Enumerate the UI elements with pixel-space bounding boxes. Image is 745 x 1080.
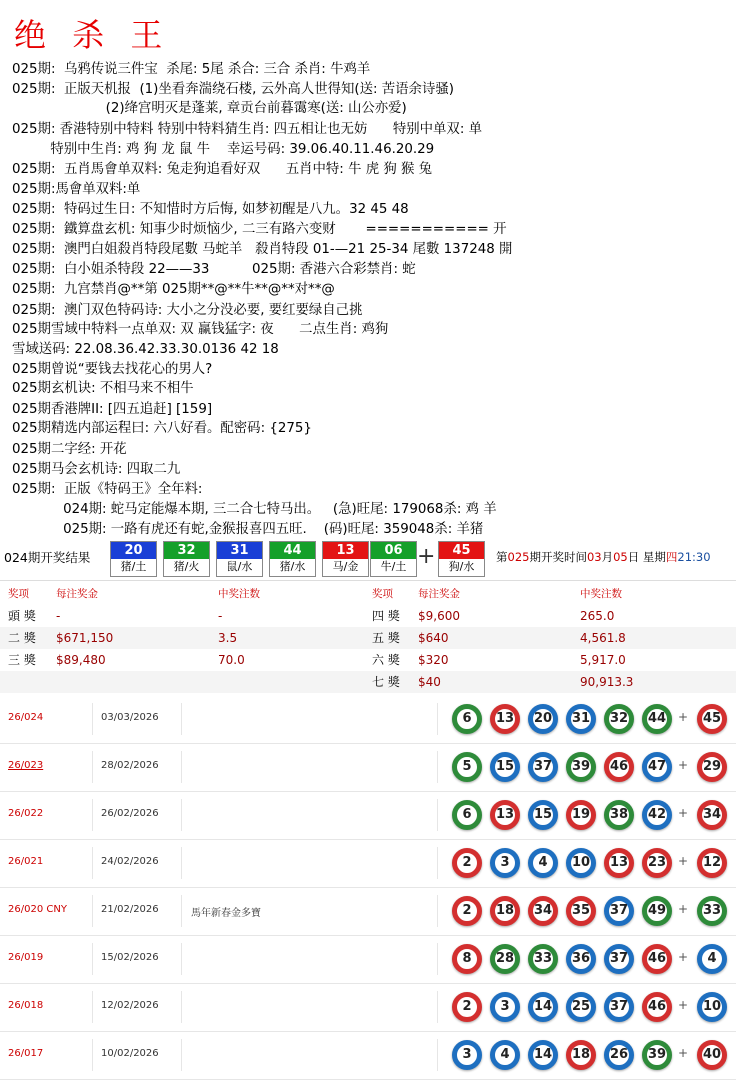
- column-divider: [437, 703, 438, 735]
- history-ball: 5: [452, 752, 482, 782]
- prize-amount: $320: [418, 653, 449, 667]
- history-ball: 44: [642, 704, 672, 734]
- history-ball: 2: [452, 992, 482, 1022]
- history-row: [0, 935, 736, 984]
- history-ball: 18: [566, 1040, 596, 1070]
- plus-sign: +: [678, 806, 689, 820]
- prize-header-cell: 奖项: [372, 588, 393, 600]
- history-row: [0, 887, 736, 936]
- history-ball: 34: [528, 896, 558, 926]
- column-divider: [181, 895, 182, 927]
- history-special-ball: 29: [697, 752, 727, 782]
- column-divider: [181, 943, 182, 975]
- column-divider: [92, 751, 93, 783]
- history-ball: 15: [490, 752, 520, 782]
- result-ball: [370, 541, 417, 577]
- history-special-ball: 34: [697, 800, 727, 830]
- page-title: 绝 杀 王: [14, 16, 171, 54]
- prize-header-cell: 中奖注数: [580, 588, 622, 600]
- history-ball: 46: [604, 752, 634, 782]
- prediction-line: 025期: 香港特别中特料 特别中特料猜生肖: 四五相让也无妨 特别中单双: 单: [12, 122, 482, 137]
- column-divider: [92, 847, 93, 879]
- draw-date: 03/03/2026: [101, 712, 159, 723]
- history-special-ball: 4: [697, 944, 727, 974]
- prize-row: [0, 671, 736, 693]
- column-divider: [92, 1039, 93, 1071]
- draw-id: 26/020 CNY: [8, 904, 67, 915]
- prediction-line: 025期曾说“要钱去找花心的男人?: [12, 362, 213, 377]
- draw-date: 21/02/2026: [101, 904, 159, 915]
- result-ball: [322, 541, 369, 577]
- history-row: [0, 983, 736, 1032]
- draw-id: 26/019: [8, 952, 44, 963]
- prize-amount: $9,600: [418, 609, 460, 623]
- prize-header-row: [0, 583, 736, 605]
- column-divider: [437, 991, 438, 1023]
- prediction-line: 特别中生肖: 鸡 狗 龙 鼠 牛 幸运号码: 39.06.40.11.46.20.29: [12, 142, 435, 157]
- result-ball-number: 20: [111, 542, 156, 559]
- plus-sign: +: [678, 950, 689, 964]
- draw-date: 28/02/2026: [101, 760, 159, 771]
- prize-name: 四 獎: [372, 609, 400, 623]
- history-ball: 6: [452, 704, 482, 734]
- last-result-bar: [0, 536, 745, 576]
- prediction-line: 雪域送码: 22.08.36.42.33.30.0136 42 18: [12, 342, 279, 357]
- history-ball: 3: [490, 992, 520, 1022]
- prediction-line: 025期: 正版《特码王》全年料:: [12, 482, 203, 497]
- history-ball: 4: [490, 1040, 520, 1070]
- history-ball: 31: [566, 704, 596, 734]
- last-result-label: 024期开奖结果: [4, 550, 91, 565]
- history-ball: 38: [604, 800, 634, 830]
- result-ball-number: 06: [371, 542, 416, 559]
- result-ball: [269, 541, 316, 577]
- prize-header-cell: 中奖注数: [218, 588, 260, 600]
- history-ball: 37: [604, 896, 634, 926]
- column-divider: [437, 847, 438, 879]
- prize-count: -: [218, 609, 223, 623]
- history-special-ball: 10: [697, 992, 727, 1022]
- history-ball: 13: [604, 848, 634, 878]
- history-ball: 33: [528, 944, 558, 974]
- prediction-line: 025期雪域中特料一点单双: 双 赢钱猛字: 夜 二点生肖: 鸡狗: [12, 322, 389, 337]
- result-ball-zodiac: 猪/水: [279, 560, 306, 573]
- prediction-line: 025期: 正版天机报 (1)坐看奔湍绕石楼, 云外高人世得知(送: 苦语余诗骚): [12, 82, 454, 97]
- column-divider: [437, 1039, 438, 1071]
- prize-header-cell: 奖项: [8, 588, 29, 600]
- prize-header-cell: 每注奖金: [56, 588, 98, 600]
- prize-name: 五 獎: [372, 631, 400, 645]
- column-divider: [437, 895, 438, 927]
- plus-sign: +: [678, 854, 689, 868]
- prize-name: 三 獎: [8, 653, 36, 667]
- draw-date: 10/02/2026: [101, 1048, 159, 1059]
- history-ball: 46: [642, 944, 672, 974]
- prize-table: [0, 580, 736, 689]
- history-ball: 23: [642, 848, 672, 878]
- history-ball: 13: [490, 704, 520, 734]
- history-ball: 4: [528, 848, 558, 878]
- column-divider: [92, 895, 93, 927]
- result-ball: [163, 541, 210, 577]
- prize-amount: $40: [418, 675, 441, 689]
- history-ball: 2: [452, 848, 482, 878]
- history-ball: 20: [528, 704, 558, 734]
- history-ball: 26: [604, 1040, 634, 1070]
- result-ball-number: 31: [217, 542, 262, 559]
- history-row: [0, 743, 736, 792]
- history-ball: 28: [490, 944, 520, 974]
- history-ball: 8: [452, 944, 482, 974]
- history-ball: 10: [566, 848, 596, 878]
- result-ball-zodiac: 猪/土: [120, 560, 147, 573]
- result-ball-zodiac: 马/金: [332, 560, 359, 573]
- column-divider: [92, 991, 93, 1023]
- history-row: [0, 1031, 736, 1080]
- prize-count: 265.0: [580, 609, 615, 623]
- result-ball-number: 44: [270, 542, 315, 559]
- prediction-line: 025期香港牌II: [四五追赶] [159]: [12, 402, 213, 417]
- prize-name: 頭 獎: [8, 609, 36, 623]
- column-divider: [92, 943, 93, 975]
- prediction-line: 025期精选内部运程曰: 六八好看。配密码: {275}: [12, 421, 312, 436]
- history-ball: 42: [642, 800, 672, 830]
- prediction-line: 025期: 白小姐杀特段 22——33 025期: 香港六合彩禁肖: 蛇: [12, 262, 416, 277]
- prize-header-cell: 每注奖金: [418, 588, 460, 600]
- next-draw-info: 第025期开奖时间03月05日 星期四21:30: [496, 550, 711, 564]
- plus-sign: +: [678, 998, 689, 1012]
- prize-row: [0, 605, 736, 627]
- history-ball: 6: [452, 800, 482, 830]
- history-special-ball: 12: [697, 848, 727, 878]
- plus-sign: +: [678, 710, 689, 724]
- special-ball-zodiac: 狗/水: [448, 560, 475, 573]
- history-ball: 37: [604, 944, 634, 974]
- plus-sign: +: [678, 1046, 689, 1060]
- history-special-ball: 45: [697, 704, 727, 734]
- result-ball: [216, 541, 263, 577]
- prediction-line: 025期: 九宫禁肖@**第 025期**@**牛**@**对**@: [12, 282, 335, 297]
- column-divider: [181, 1039, 182, 1071]
- history-ball: 15: [528, 800, 558, 830]
- history-ball: 49: [642, 896, 672, 926]
- history-ball: 3: [490, 848, 520, 878]
- prize-row: [0, 627, 736, 649]
- prize-amount: $89,480: [56, 653, 106, 667]
- history-ball: 14: [528, 1040, 558, 1070]
- history-ball: 37: [604, 992, 634, 1022]
- history-ball: 47: [642, 752, 672, 782]
- history-ball: 2: [452, 896, 482, 926]
- draw-date: 26/02/2026: [101, 808, 159, 819]
- prize-count: 90,913.3: [580, 675, 634, 689]
- draw-id: 26/017: [8, 1048, 44, 1059]
- history-ball: 25: [566, 992, 596, 1022]
- result-ball-number: 32: [164, 542, 209, 559]
- history-ball: 3: [452, 1040, 482, 1070]
- history-ball: 39: [642, 1040, 672, 1070]
- draw-id: 26/022: [8, 808, 44, 819]
- history-ball: 39: [566, 752, 596, 782]
- draw-id: 26/024: [8, 712, 44, 723]
- prize-count: 70.0: [218, 653, 245, 667]
- prediction-line: 025期: 鐵算盘玄机: 知事少时烦恼少, 二三有路六变财 =========== 开: [12, 222, 507, 237]
- prediction-line: 025期: 澳門白姐殺肖特段尾數 马蛇羊 殺肖特段 01-—21 25-34 尾數 137248 開: [12, 242, 513, 257]
- prize-count: 3.5: [218, 631, 238, 645]
- prediction-line: 025期: 乌鸦传说三件宝 杀尾: 5尾 杀合: 三合 杀肖: 牛鸡羊: [12, 62, 371, 77]
- history-ball: 37: [528, 752, 558, 782]
- column-divider: [437, 943, 438, 975]
- history-ball: 14: [528, 992, 558, 1022]
- column-divider: [181, 751, 182, 783]
- prediction-line: 025期马会玄机诗: 四取二九: [12, 462, 181, 477]
- draw-note: 馬年新春金多寶: [191, 908, 261, 919]
- prize-name: 二 獎: [8, 631, 36, 645]
- prediction-line: 025期: 一路有虎还有蛇,金猴报喜四五旺. (码)旺尾: 359048杀: 羊猪: [12, 522, 484, 537]
- plus-sign: +: [417, 544, 436, 569]
- prediction-line: 025期: 特码过生日: 不知惜时方后悔, 如梦初醒是八九。32 45 48: [12, 202, 409, 217]
- history-ball: 19: [566, 800, 596, 830]
- prediction-line: 025期: 澳门双色特码诗: 大小之分没必要, 要红要绿自己挑: [12, 303, 363, 318]
- prediction-line: 025期:馬會单双料:单: [12, 182, 141, 197]
- column-divider: [181, 799, 182, 831]
- prize-count: 4,561.8: [580, 631, 626, 645]
- prize-name: 七 獎: [372, 675, 400, 689]
- column-divider: [181, 847, 182, 879]
- draw-id: 26/021: [8, 856, 44, 867]
- draw-id[interactable]: 26/023: [8, 760, 44, 771]
- prize-row: [0, 649, 736, 671]
- history-ball: 46: [642, 992, 672, 1022]
- column-divider: [437, 799, 438, 831]
- prediction-line: 025期: 五肖馬會单双料: 兔走狗追看好双 五肖中特: 牛 虎 狗 猴 兔: [12, 162, 433, 177]
- history-special-ball: 40: [697, 1040, 727, 1070]
- draw-date: 12/02/2026: [101, 1000, 159, 1011]
- prediction-line: (2)绛宫明灭是蓬莱, 章贡台前暮霭寒(送: 山公亦爱): [12, 101, 407, 116]
- prize-name: 六 獎: [372, 653, 400, 667]
- prize-amount: $640: [418, 631, 449, 645]
- column-divider: [437, 751, 438, 783]
- prize-amount: -: [56, 609, 61, 623]
- result-ball: [110, 541, 157, 577]
- history-ball: 36: [566, 944, 596, 974]
- special-ball-number: 45: [439, 542, 484, 559]
- prize-amount: $671,150: [56, 631, 114, 645]
- prediction-line: 024期: 蛇马定能爆本期, 三二合七特马出。 (急)旺尾: 179068杀: 鸡 羊: [12, 502, 497, 517]
- column-divider: [181, 703, 182, 735]
- history-ball: 18: [490, 896, 520, 926]
- column-divider: [92, 799, 93, 831]
- plus-sign: +: [678, 758, 689, 772]
- plus-sign: +: [678, 902, 689, 916]
- history-ball: 32: [604, 704, 634, 734]
- result-ball-zodiac: 猪/火: [173, 560, 200, 573]
- column-divider: [92, 703, 93, 735]
- history-ball: 35: [566, 896, 596, 926]
- draw-date: 24/02/2026: [101, 856, 159, 867]
- prediction-line: 025期玄机诀: 不相马来不相牛: [12, 381, 194, 396]
- prediction-line: 025期二字经: 开花: [12, 442, 127, 457]
- history-row: [0, 791, 736, 840]
- history-special-ball: 33: [697, 896, 727, 926]
- prize-count: 5,917.0: [580, 653, 626, 667]
- draw-date: 15/02/2026: [101, 952, 159, 963]
- history-row: [0, 839, 736, 888]
- result-ball-zodiac: 鼠/水: [226, 560, 253, 573]
- result-ball-zodiac: 牛/土: [380, 560, 407, 573]
- result-ball-number: 13: [323, 542, 368, 559]
- history-row: [0, 695, 736, 744]
- special-ball: [438, 541, 485, 577]
- draw-id: 26/018: [8, 1000, 44, 1011]
- history-ball: 13: [490, 800, 520, 830]
- column-divider: [181, 991, 182, 1023]
